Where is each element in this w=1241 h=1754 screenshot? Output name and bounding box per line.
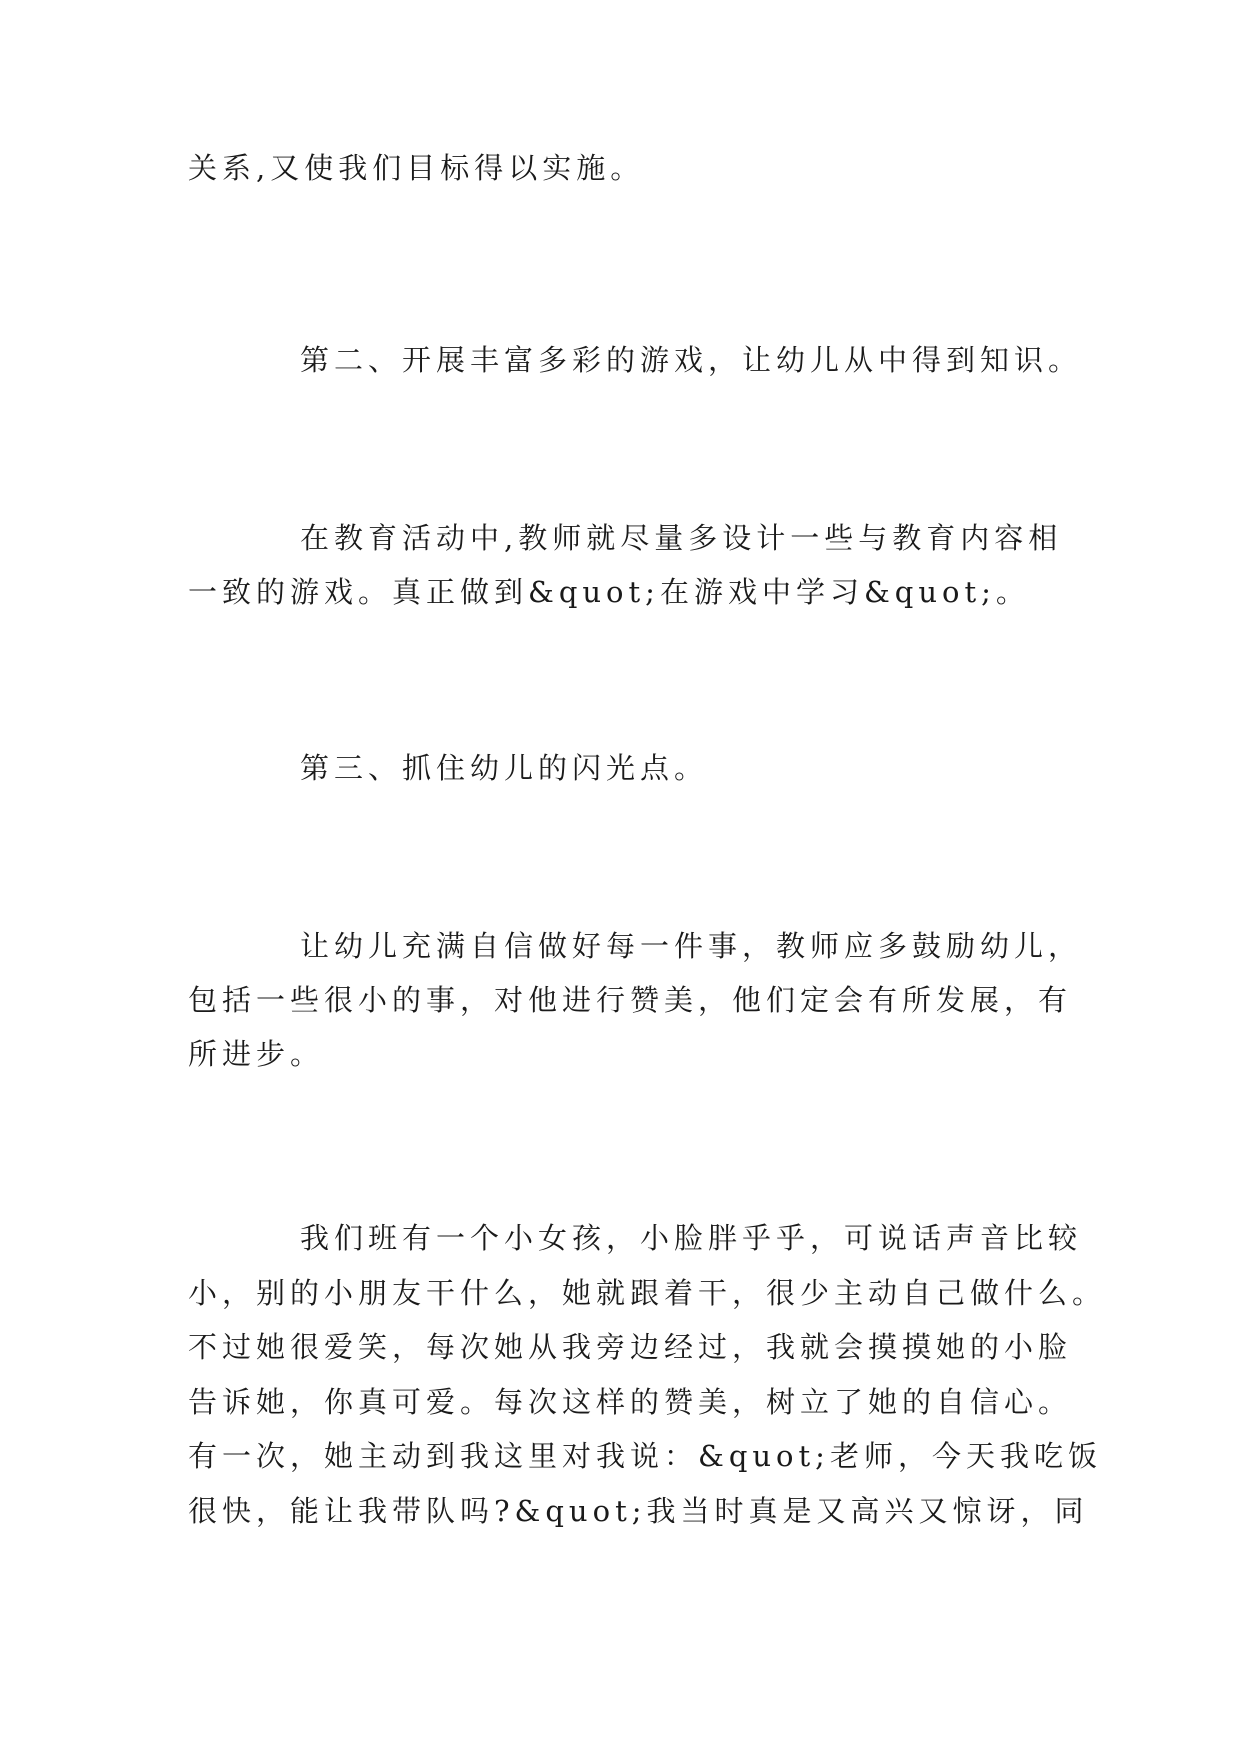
- paragraph-6-line-1: 我们班有一个小女孩，小脸胖乎乎，可说话声音比较: [300, 1221, 1083, 1255]
- paragraph-5-line-3: 所进步。: [188, 1037, 325, 1071]
- paragraph-2-heading: 第二、开展丰富多彩的游戏，让幼儿从中得到知识。: [300, 343, 1083, 377]
- paragraph-6-line-4: 告诉她，你真可爱。每次这样的赞美，树立了她的自信心。: [188, 1385, 1073, 1419]
- paragraph-1-line-1: 关系,又使我们目标得以实施。: [188, 151, 645, 185]
- paragraph-3-line-2: 一致的游戏。真正做到&quot;在游戏中学习&quot;。: [188, 575, 1030, 609]
- paragraph-5-line-2: 包括一些很小的事，对他进行赞美，他们定会有所发展，有: [188, 983, 1073, 1017]
- paragraph-6-line-5: 有一次，她主动到我这里对我说：&quot;老师，今天我吃饭: [188, 1439, 1102, 1473]
- paragraph-5-line-1: 让幼儿充满自信做好每一件事，教师应多鼓励幼儿，: [300, 929, 1083, 963]
- paragraph-6-line-2: 小，别的小朋友干什么，她就跟着干，很少主动自己做什么。: [188, 1276, 1107, 1310]
- paragraph-6-line-3: 不过她很爱笑，每次她从我旁边经过，我就会摸摸她的小脸: [188, 1330, 1073, 1364]
- paragraph-4-heading: 第三、抓住幼儿的闪光点。: [300, 751, 709, 785]
- paragraph-3-line-1: 在教育活动中,教师就尽量多设计一些与教育内容相: [300, 521, 1063, 555]
- paragraph-6-line-6: 很快，能让我带队吗?&quot;我当时真是又高兴又惊讶，同: [188, 1494, 1089, 1528]
